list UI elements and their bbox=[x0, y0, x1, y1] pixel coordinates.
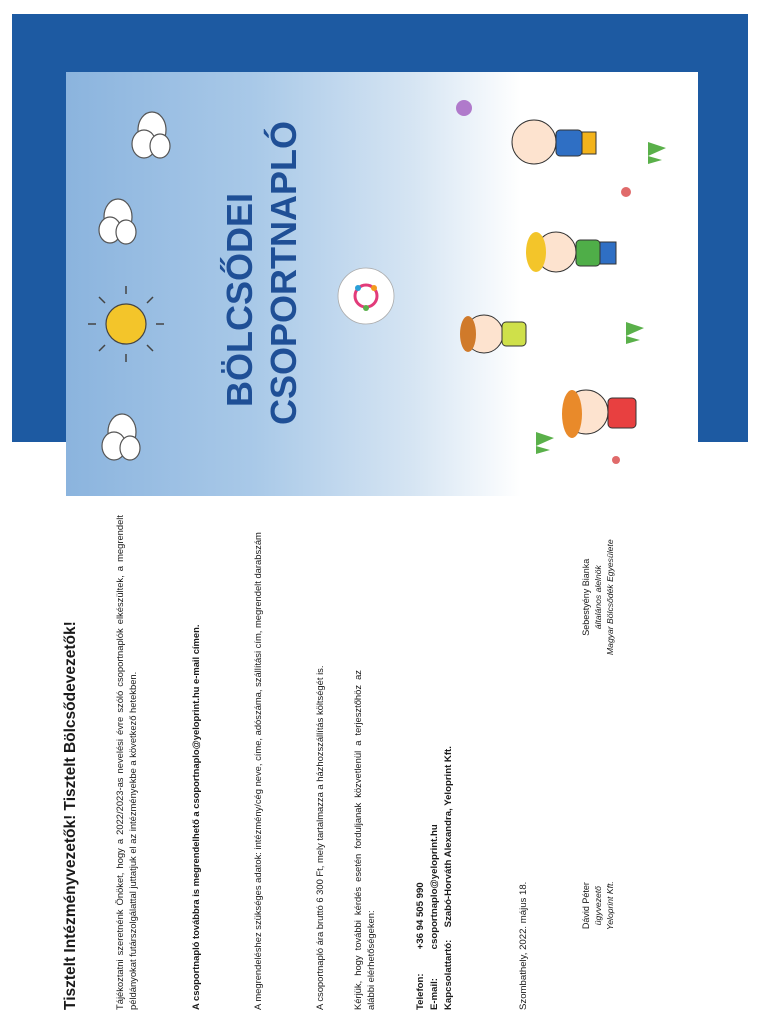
letter-greeting: Tisztelt Intézményvezetők! Tisztelt Bölcsődevezetők! bbox=[62, 621, 79, 1010]
phone-value: +36 94 505 990 bbox=[415, 882, 426, 950]
signature-block-1 bbox=[580, 881, 616, 930]
cover-illustration bbox=[66, 72, 698, 496]
contact-email: E-mail: csoportnaplo@yeloprint.hu bbox=[429, 824, 440, 1010]
signer-name: Dávid Péter bbox=[581, 882, 591, 930]
child-figure-icon bbox=[526, 232, 616, 272]
paragraph-ordering: A csoportnapló továbbra is megrendelhető a csoportnaplo@yeloprint.hu e-mail címen. bbox=[190, 624, 201, 1010]
paragraph-price: A csoportnapló ára bruttó 6 300 Ft, mely tartalmazza a házhozszállítás költségét is. bbox=[314, 665, 325, 1010]
association-logo bbox=[338, 268, 394, 324]
cover-title-line2: CSOPORTNAPLÓ bbox=[263, 120, 304, 425]
child-figure-icon bbox=[512, 120, 596, 164]
contact-person-value: Szabó-Horváth Alexandra, Yeloprint Kft. bbox=[443, 746, 454, 928]
paragraph-contact-request: Kérjük, hogy további kérdés esetén forduljanak közvetlenül a terjesztőhöz az alábbi elérhetőségeken: bbox=[352, 670, 376, 1010]
letter-body bbox=[56, 510, 696, 1010]
letter-date: Szombathely, 2022. május 18. bbox=[518, 881, 529, 1010]
cloud-icon bbox=[102, 414, 140, 460]
cloud-icon bbox=[132, 112, 170, 158]
cloud-icon bbox=[99, 199, 136, 244]
cover-art bbox=[66, 72, 698, 496]
signer-name: Sebestyény Bianka bbox=[581, 558, 591, 636]
child-figure-icon bbox=[460, 315, 526, 353]
signer-role: ügyvezető bbox=[593, 886, 603, 926]
signer-org: Yeloprint Kft. bbox=[605, 881, 615, 930]
signer-org: Magyar Bölcsődék Egyesülete bbox=[605, 539, 615, 655]
cover-title-line1: BÖLCSŐDEI bbox=[219, 192, 260, 407]
email-value: csoportnaplo@yeloprint.hu bbox=[429, 824, 440, 950]
contact-person: Kapcsolattartó: Szabó-Horváth Alexandra, Yeloprint Kft. bbox=[443, 746, 454, 1010]
paragraph-required-data: A megrendeléshez szükséges adatok: intézmény/cég neve, címe, adószáma, szállítási cím, megrendelt darabszám bbox=[252, 532, 263, 1010]
signature-block-2 bbox=[580, 539, 616, 655]
contact-phone: Telefon: +36 94 505 990 bbox=[415, 882, 426, 1010]
sun-icon bbox=[88, 286, 164, 362]
paragraph-intro: Tájékoztatni szeretnénk Önöket, hogy a 2022/2023-as nevelési évre szóló csoportnaplók elkészültek, a megrendelt példányokat futárszolgálattal juttatjuk el az intézményekbe a következő hetekben. bbox=[114, 515, 138, 1010]
child-figure-icon bbox=[562, 390, 636, 438]
signer-role: általános alelnök bbox=[593, 565, 603, 630]
